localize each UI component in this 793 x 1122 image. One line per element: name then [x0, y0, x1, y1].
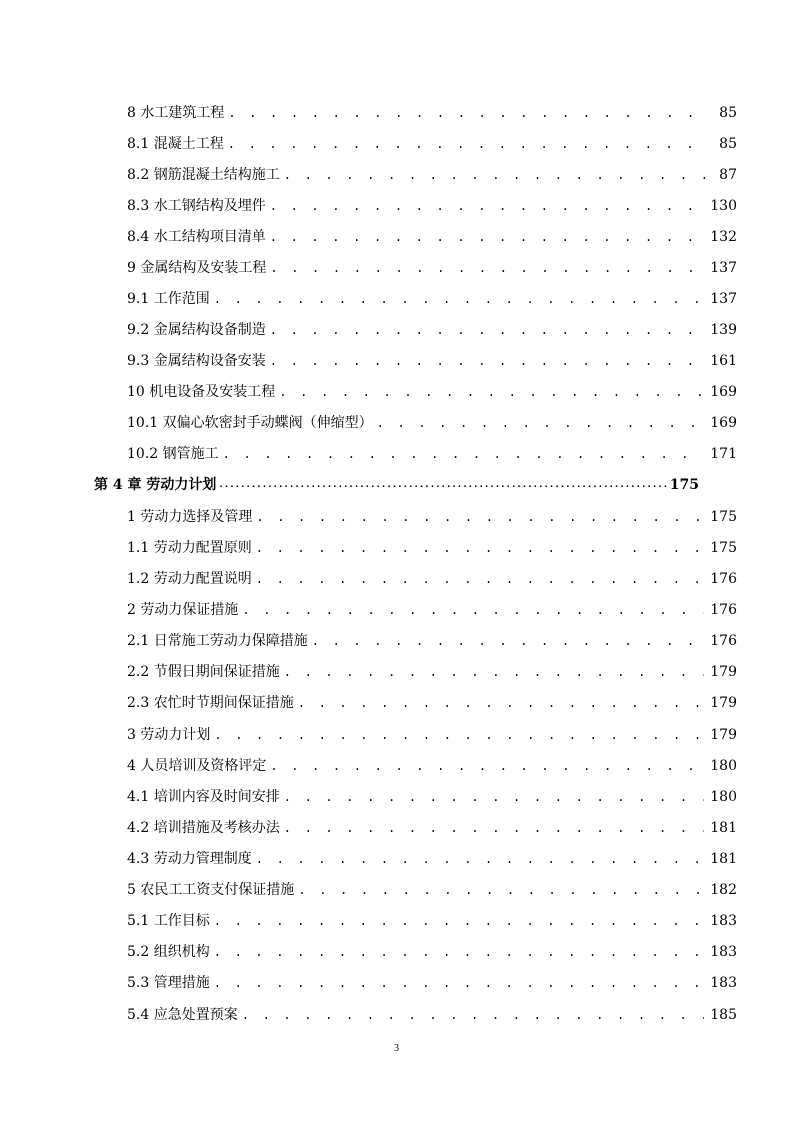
toc-entry-page: 183 — [710, 913, 737, 929]
toc-entry-page: 137 — [710, 260, 737, 276]
toc-entry-title: 2.2 节假日期间保证措施 — [127, 664, 280, 680]
dot-leader — [270, 227, 705, 247]
toc-entry-page: 175 — [710, 509, 737, 525]
dot-leader — [270, 320, 705, 340]
dot-leader — [270, 351, 705, 371]
dot-leader — [284, 787, 705, 807]
toc-entry-title: 9.2 金属结构设备制造 — [127, 322, 266, 338]
toc-entry-page: 176 — [710, 633, 737, 649]
dot-leader — [284, 818, 705, 838]
dot-leader — [270, 756, 704, 776]
toc-entry-title: 5 农民工工资支付保证措施 — [127, 882, 295, 898]
toc-entry-title: 9.3 金属结构设备安装 — [127, 353, 266, 369]
toc-entry-page: 185 — [710, 1007, 737, 1023]
toc-entry-page: 176 — [710, 602, 737, 618]
toc-entry-title: 8.1 混凝土工程 — [127, 136, 224, 152]
toc-entry[interactable] — [127, 627, 737, 651]
toc-entry-title: 1.1 劳动力配置原则 — [127, 540, 252, 556]
toc-entry-title: 4.2 培训措施及考核办法 — [127, 820, 280, 836]
dot-leader — [228, 134, 709, 154]
toc-entry-title: 5.3 管理措施 — [127, 975, 210, 991]
dot-leader — [218, 475, 667, 495]
toc-entry[interactable] — [127, 223, 737, 247]
dot-leader — [270, 258, 704, 278]
toc-entry-page: 169 — [710, 415, 737, 431]
toc-entry-title: 4.1 培训内容及时间安排 — [127, 789, 280, 805]
toc-entry[interactable] — [127, 565, 737, 589]
dot-leader — [256, 507, 704, 527]
toc-entry[interactable] — [127, 752, 737, 776]
dot-leader — [256, 538, 705, 558]
toc-entry-title: 1.2 劳动力配置说明 — [127, 571, 252, 587]
toc-entry-page: 137 — [710, 291, 737, 307]
dot-leader — [298, 880, 704, 900]
dot-leader — [377, 413, 705, 433]
toc-entry-page: 180 — [710, 789, 737, 805]
dot-leader — [223, 444, 705, 464]
dot-leader — [312, 631, 705, 651]
toc-entry[interactable] — [127, 161, 737, 185]
dot-leader — [214, 942, 705, 962]
toc-chapter-entry[interactable] — [94, 471, 699, 495]
toc-entry-title: 8.4 水工结构项目清单 — [127, 229, 266, 245]
toc-entry-page: 85 — [719, 105, 737, 121]
toc-entry-page: 130 — [710, 198, 737, 214]
dot-leader — [279, 382, 704, 402]
toc-entry[interactable] — [127, 876, 737, 900]
toc-entry-title: 9.1 工作范围 — [127, 291, 210, 307]
dot-leader — [270, 196, 705, 216]
toc-entry[interactable] — [127, 938, 737, 962]
toc-entry-page: 175 — [669, 477, 699, 493]
toc-entry-title: 第 4 章 劳动力计划 — [94, 477, 217, 493]
toc-entry-title: 4 人员培训及资格评定 — [127, 758, 267, 774]
toc-entry-title: 8.3 水工钢结构及埋件 — [127, 198, 266, 214]
toc-entry-title: 4.3 劳动力管理制度 — [127, 851, 252, 867]
toc-entry[interactable] — [127, 814, 737, 838]
toc-entry-page: 171 — [710, 446, 737, 462]
toc-entry[interactable] — [127, 1001, 737, 1025]
toc-entry[interactable] — [127, 658, 737, 682]
dot-leader — [242, 600, 704, 620]
toc-entry-title: 3 劳动力计划 — [127, 727, 211, 743]
toc-entry[interactable] — [127, 534, 737, 558]
toc-entry-title: 10.1 双偏心软密封手动蝶阀（伸缩型） — [127, 415, 373, 431]
toc-entry[interactable] — [127, 316, 737, 340]
dot-leader — [242, 1005, 705, 1025]
toc-entry[interactable] — [127, 285, 737, 309]
toc-entry-title: 8.2 钢筋混凝土结构施工 — [127, 167, 280, 183]
toc-entry-page: 132 — [710, 229, 737, 245]
toc-entry-title: 9 金属结构及安装工程 — [127, 260, 267, 276]
toc-entry[interactable] — [127, 969, 737, 993]
toc-entry[interactable] — [127, 845, 737, 869]
dot-leader — [284, 662, 705, 682]
toc-entry-title: 2.3 农忙时节期间保证措施 — [127, 695, 294, 711]
toc-entry[interactable] — [127, 503, 737, 527]
toc-entry[interactable] — [127, 254, 737, 278]
toc-entry[interactable] — [127, 783, 737, 807]
page-number: 3 — [394, 1043, 399, 1054]
toc-entry-title: 10.2 钢管施工 — [127, 446, 219, 462]
toc-entry[interactable] — [127, 721, 737, 745]
toc-entry-page: 181 — [710, 820, 737, 836]
dot-leader — [214, 911, 705, 931]
toc-entry-page: 179 — [710, 664, 737, 680]
toc-entry-page: 169 — [710, 384, 737, 400]
toc-entry[interactable] — [127, 192, 737, 216]
toc-entry[interactable] — [127, 596, 737, 620]
toc-entry[interactable] — [127, 907, 737, 931]
dot-leader — [284, 165, 709, 185]
toc-entry-title: 10 机电设备及安装工程 — [127, 384, 276, 400]
toc-entry-title: 2 劳动力保证措施 — [127, 602, 239, 618]
toc-entry-title: 5.1 工作目标 — [127, 913, 210, 929]
toc-entry-title: 5.2 组织机构 — [127, 944, 210, 960]
toc-entry[interactable] — [127, 689, 737, 713]
toc-entry-page: 180 — [710, 758, 737, 774]
toc-entry-page: 181 — [710, 851, 737, 867]
toc-entry[interactable] — [127, 440, 737, 464]
toc-entry-page: 175 — [710, 540, 737, 556]
toc-entry-page: 176 — [710, 571, 737, 587]
dot-leader — [228, 103, 709, 123]
toc-entry-page: 87 — [719, 167, 737, 183]
toc-entry-title: 5.4 应急处置预案 — [127, 1007, 238, 1023]
toc-entry[interactable] — [127, 347, 737, 371]
dot-leader — [214, 725, 704, 745]
toc-entry-page: 161 — [710, 353, 737, 369]
toc-entry-title: 8 水工建筑工程 — [127, 105, 225, 121]
dot-leader — [214, 289, 705, 309]
toc-entry-page: 139 — [710, 322, 737, 338]
toc-entry-page: 183 — [710, 975, 737, 991]
dot-leader — [214, 973, 705, 993]
toc-entry[interactable] — [127, 99, 737, 123]
toc-entry-page: 182 — [710, 882, 737, 898]
toc-entry[interactable] — [127, 409, 737, 433]
dot-leader — [298, 693, 705, 713]
toc-entry[interactable] — [127, 378, 737, 402]
dot-leader — [256, 849, 705, 869]
dot-leader — [256, 569, 705, 589]
toc-entry-title: 2.1 日常施工劳动力保障措施 — [127, 633, 308, 649]
toc-entry-page: 85 — [719, 136, 737, 152]
toc-entry-title: 1 劳动力选择及管理 — [127, 509, 253, 525]
toc-entry-page: 179 — [710, 695, 737, 711]
toc-entry-page: 179 — [710, 727, 737, 743]
toc-entry[interactable] — [127, 130, 737, 154]
toc-entry-page: 183 — [710, 944, 737, 960]
